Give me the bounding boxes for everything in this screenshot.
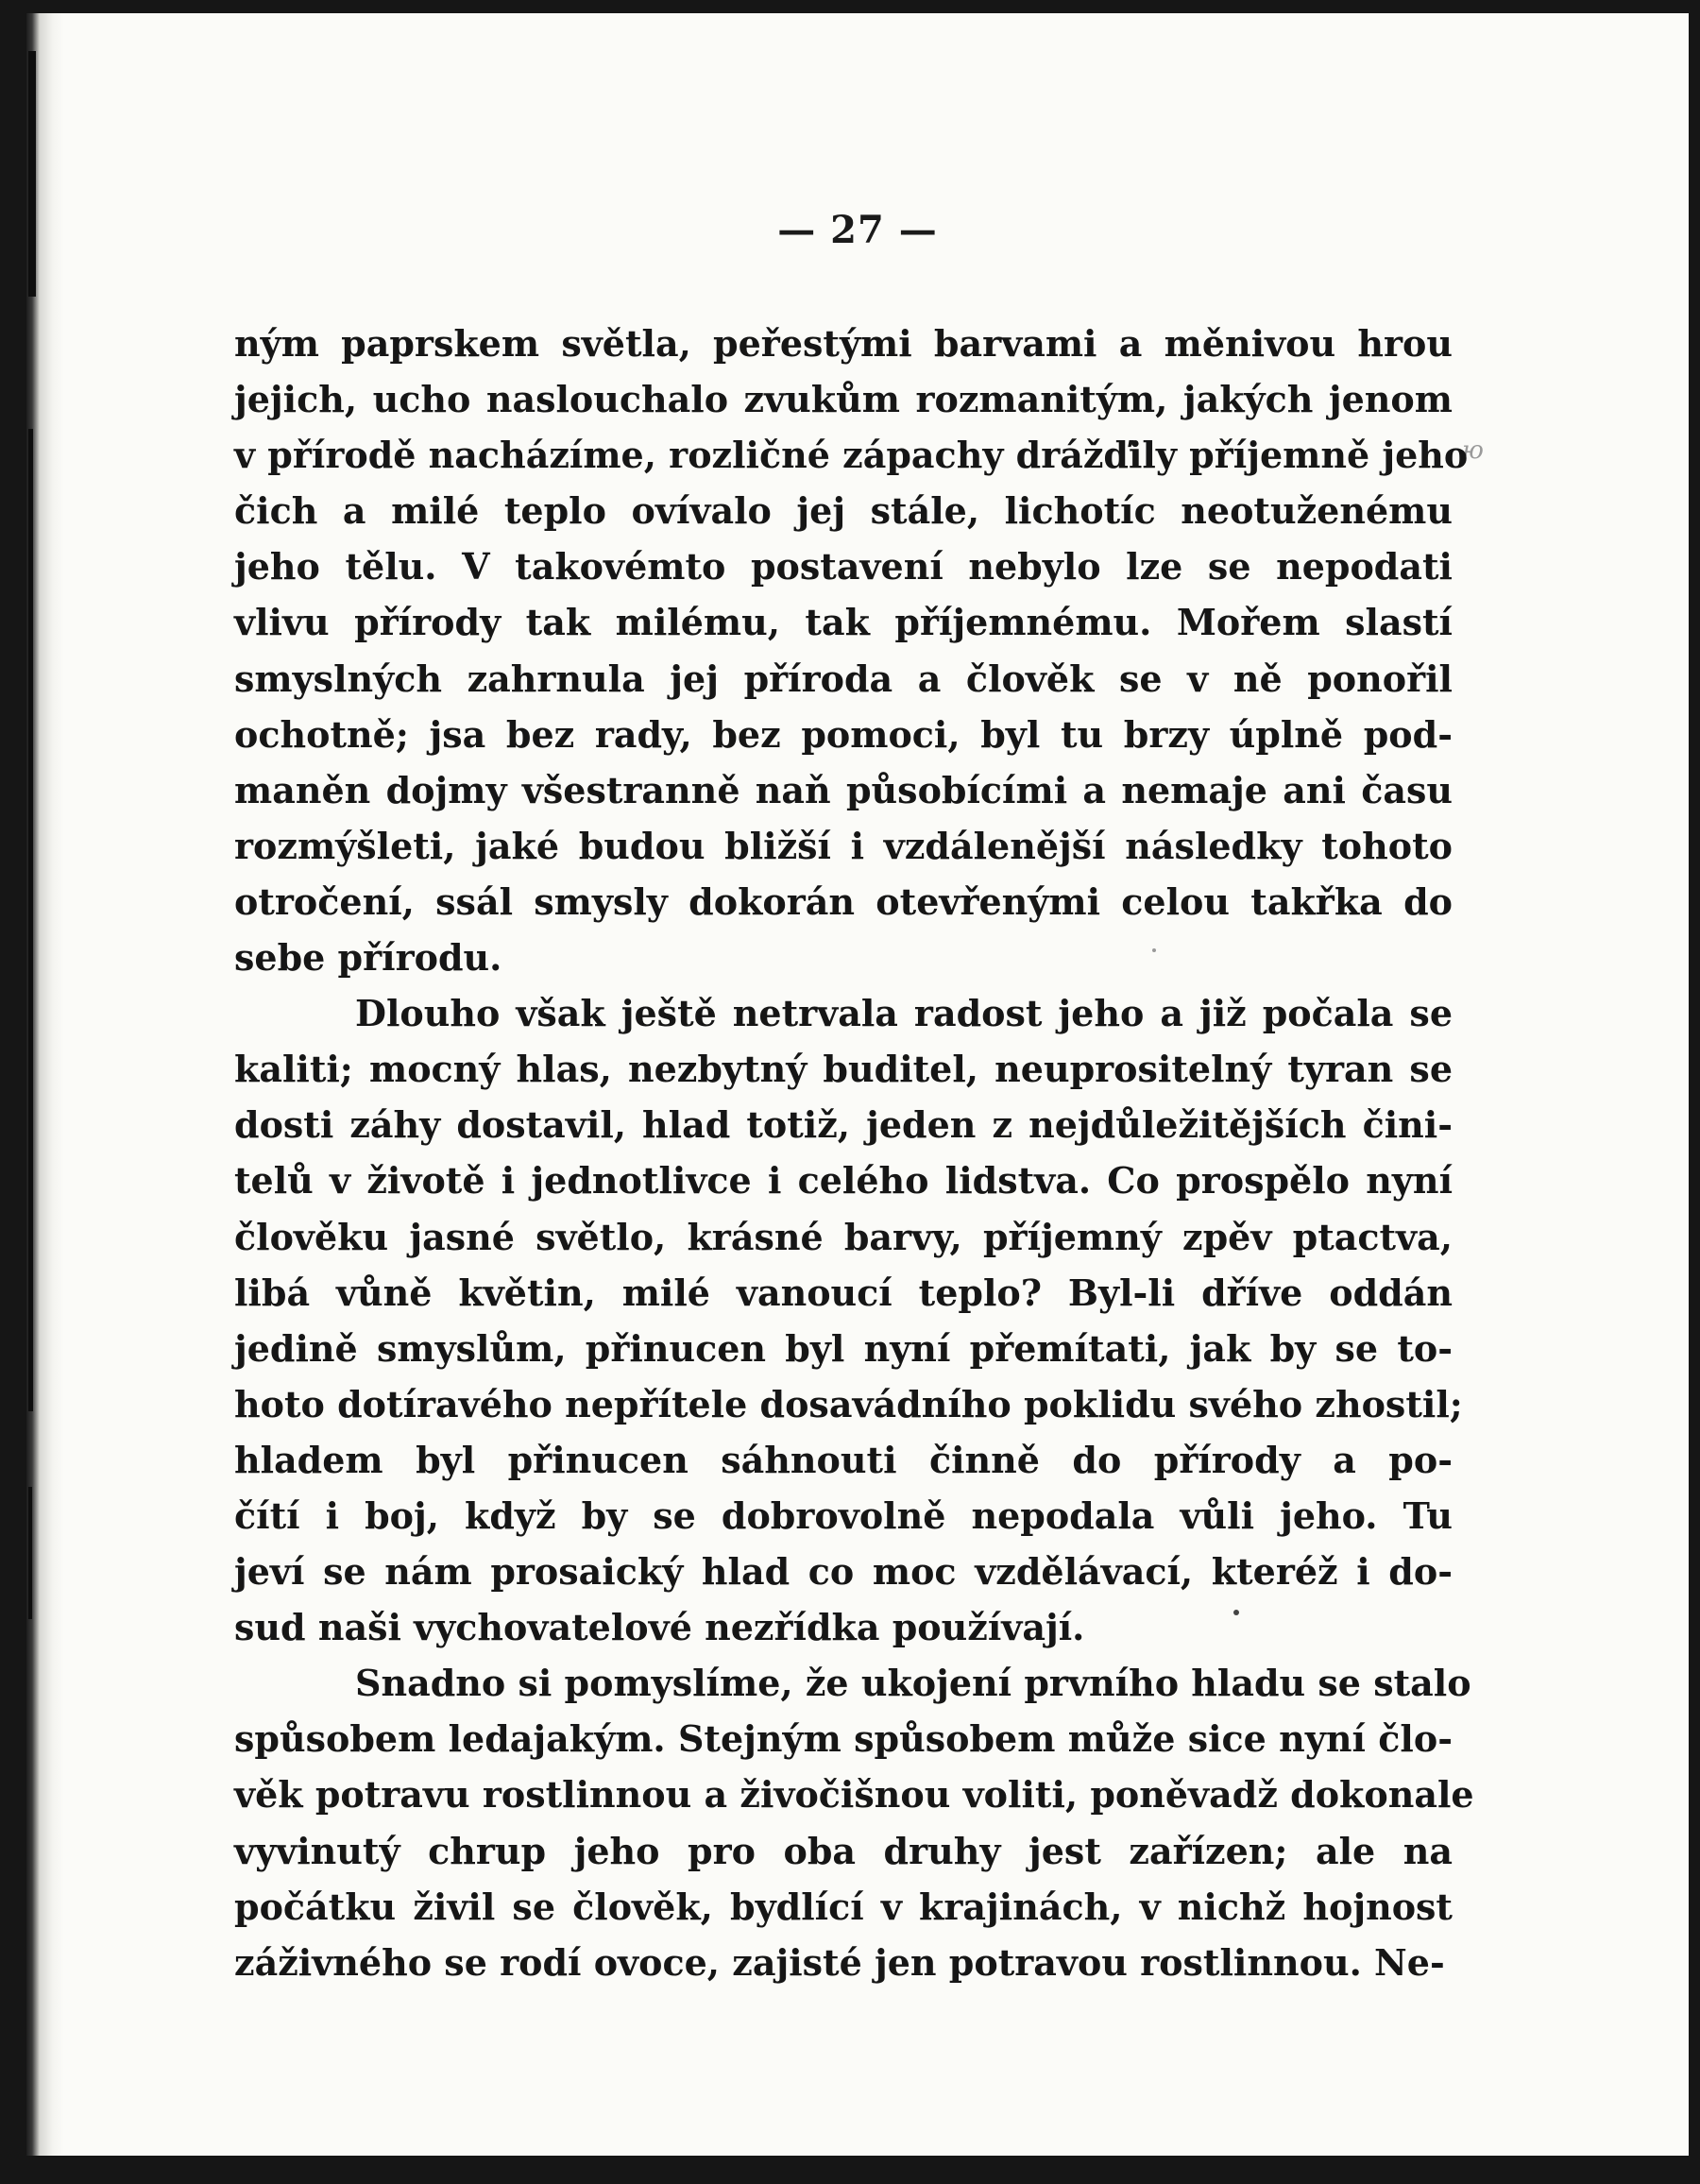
text-line: jedině smyslům, přinucen byl nyní přemítati, jak by se to-	[234, 1326, 1453, 1370]
text-line: sebe přírodu.	[234, 936, 502, 980]
text-line: maněn dojmy všestranně naň působícími a nemaje ani času	[234, 768, 1453, 811]
body-text	[234, 316, 1474, 1990]
text-line: záživného se rodí ovoce, zajisté jen potravou rostlinnou. Ne-	[234, 1940, 1445, 1984]
text-line: spůsobem ledajakým. Stejným spůsobem může sice nyní člo-	[234, 1717, 1453, 1761]
text-line: vlivu přírody tak milému, tak příjemnému. Mořem slastí	[234, 601, 1453, 644]
text-line: hoto dotíravého nepřítele dosavádního poklidu svého zhostil;	[234, 1382, 1463, 1425]
text-line: vyvinutý chrup jeho pro oba druhy jest zařízen; ale na	[234, 1829, 1453, 1872]
text-line: Snadno si pomyslíme, že ukojení prvního hladu se stalo	[355, 1662, 1471, 1705]
text-line: v přírodě nacházíme, rozličné zápachy drážďily příjemně jeho	[234, 434, 1469, 477]
text-line: Dlouho však ještě netrvala radost jeho a již počala se	[355, 992, 1453, 1035]
text-line: čítí i boj, když by se dobrovolně nepodala vůli jeho. Tu	[234, 1493, 1453, 1537]
text-line: telů v životě i jednotlivce i celého lidstva. Co prospělo nyní	[234, 1159, 1453, 1203]
text-line: počátku živil se člověk, bydlící v krajinách, v nichž hojnost	[234, 1885, 1453, 1928]
text-line: dosti záhy dostavil, hlad totiž, jeden z nejdůležitějších čini-	[234, 1103, 1453, 1147]
page-number: — 27 —	[777, 208, 938, 252]
binding-shadow-middle	[28, 429, 33, 1411]
text-line: hladem byl přinucen sáhnouti činně do přírody a po-	[234, 1438, 1453, 1481]
book-page	[26, 13, 1689, 2156]
margin-pencil-note: ю	[1462, 436, 1484, 465]
text-line: otročení, ssál smysly dokorán otevřenými celou takřka do	[234, 879, 1453, 923]
text-line: sud naši vychovatelové nezřídka používají.	[234, 1606, 1085, 1649]
paragraph	[234, 1655, 1474, 1990]
paragraph	[234, 316, 1469, 985]
text-line: ochotně; jsa bez rady, bez pomoci, byl tu brzy úplně pod-	[234, 712, 1453, 756]
binding-shadow-top	[28, 51, 36, 297]
text-line: kaliti; mocný hlas, nezbytný buditel, neuprositelný tyran se	[234, 1048, 1453, 1091]
text-line: jejich, ucho naslouchalo zvukům rozmanitým, jakých jenom	[234, 378, 1453, 421]
binding-edge	[26, 13, 64, 2156]
text-line: čich a milé teplo ovívalo jej stále, lichotíc neotuženému	[234, 489, 1453, 533]
text-line: jeho tělu. V takovémto postavení nebylo lze se nepodati	[234, 545, 1453, 589]
text-line: ným paprskem světla, peřestými barvami a měnivou hrou	[234, 322, 1453, 365]
binding-shadow-lower	[28, 1487, 32, 1619]
text-line: jeví se nám prosaický hlad co moc vzdělávací, kteréž i do-	[234, 1550, 1453, 1594]
text-line: libá vůně květin, milé vanoucí teplo? Byl-li dříve oddán	[234, 1271, 1453, 1314]
text-line: rozmýšleti, jaké budou bližší i vzdálenější následky tohoto	[234, 824, 1453, 867]
text-line: smyslných zahrnula jej příroda a člověk se v ně ponořil	[234, 657, 1453, 700]
text-line: člověku jasné světlo, krásné barvy, příjemný zpěv ptactva,	[234, 1215, 1453, 1258]
paragraph	[234, 985, 1463, 1655]
text-line: věk potravu rostlinnou a živočišnou voliti, poněvadž dokonale	[234, 1773, 1474, 1817]
